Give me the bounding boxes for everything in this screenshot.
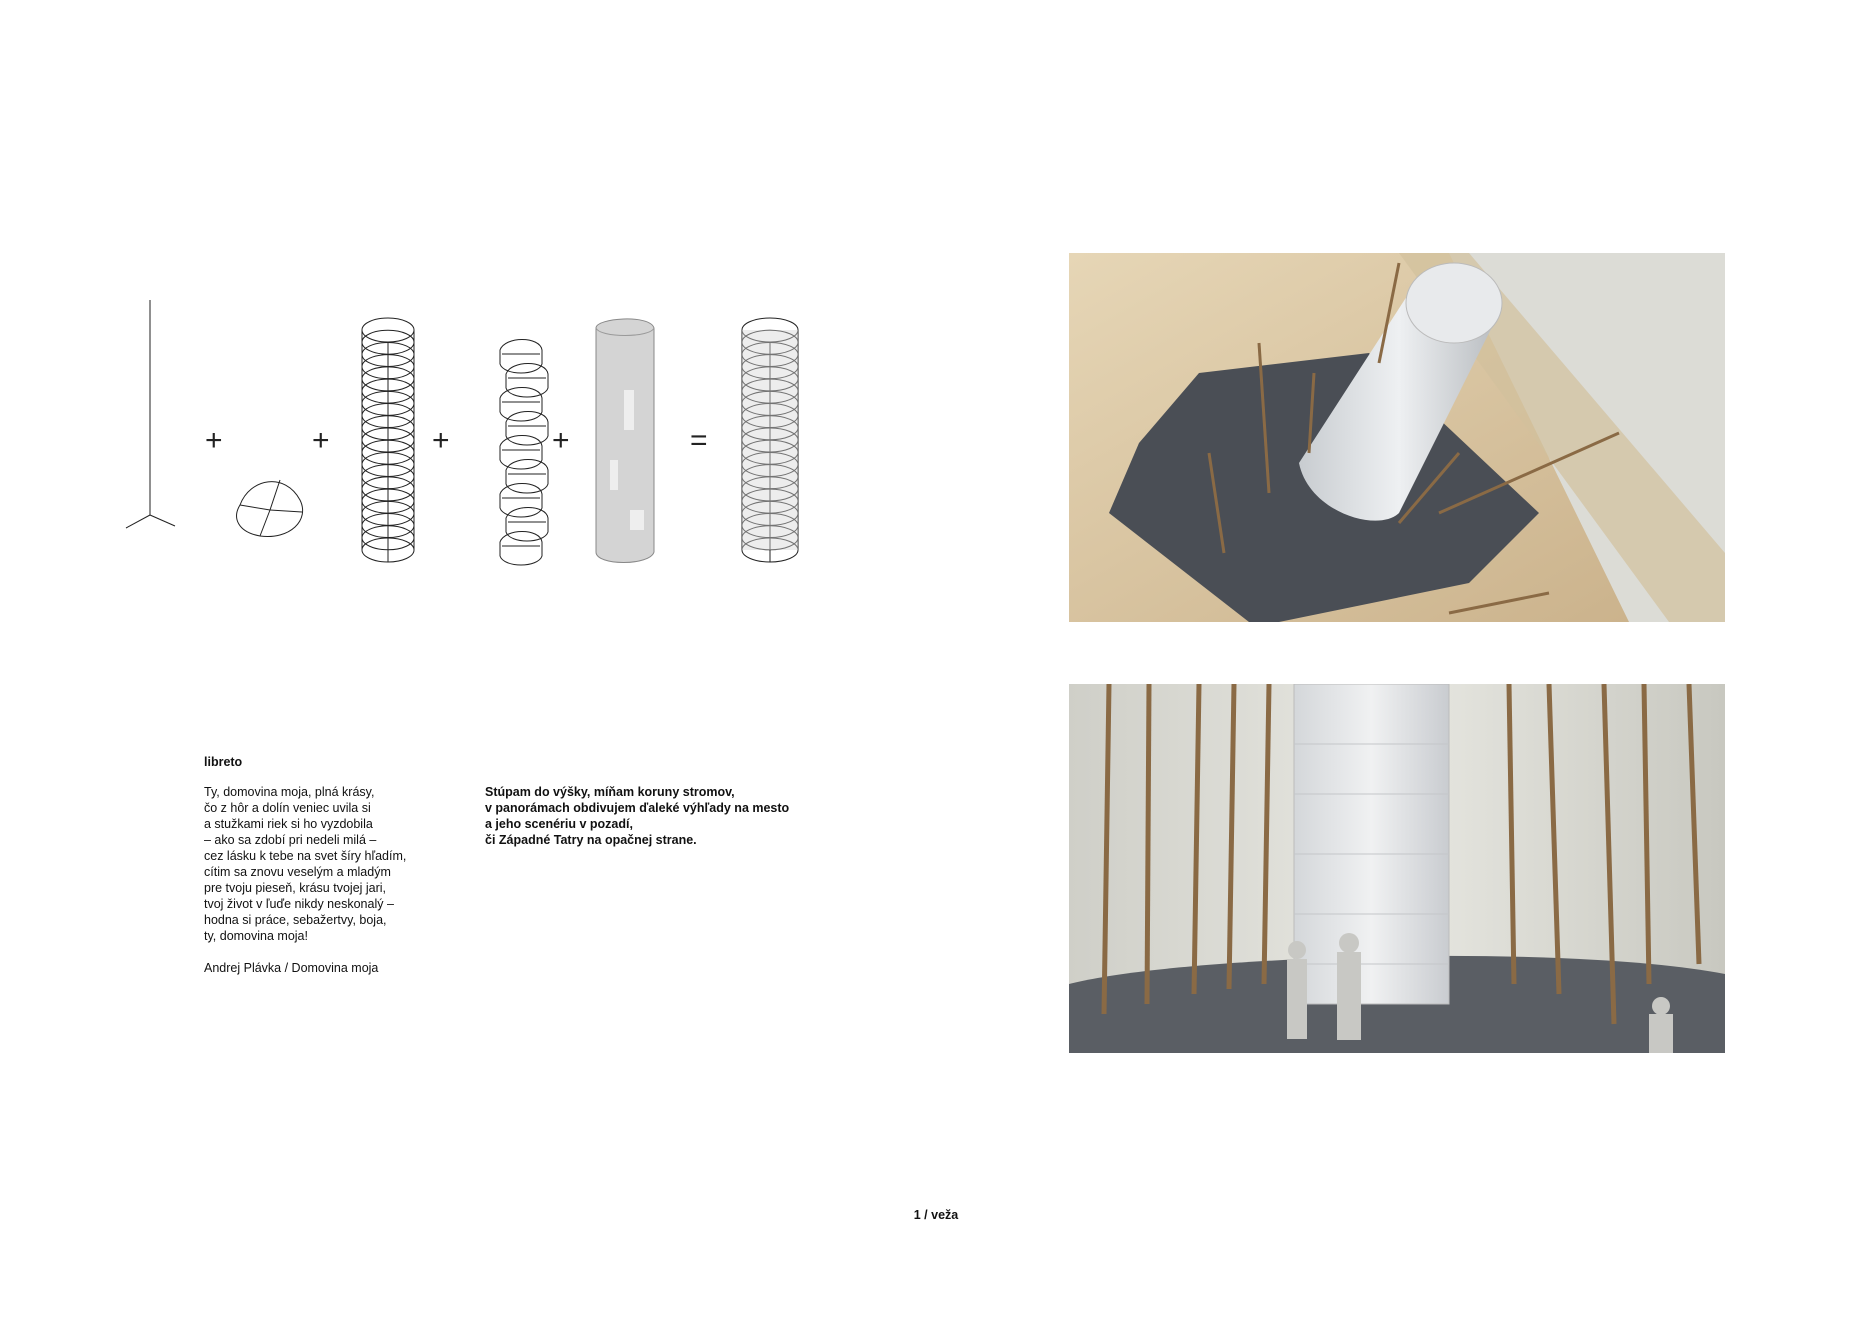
tower-assembly-icon xyxy=(742,318,798,562)
poem-line: hodna si práce, sebažertvy, boja, xyxy=(204,913,387,927)
svg-text:+: + xyxy=(312,424,330,457)
quote-line: či Západné Tatry na opačnej strane. xyxy=(485,833,697,847)
quote-line: Stúpam do výšky, míňam koruny stromov, xyxy=(485,785,735,799)
poem-line: pre tvoju pieseň, krásu tvojej jari, xyxy=(204,881,387,895)
poem-line: ty, domovina moja! xyxy=(204,929,308,943)
svg-text:+: + xyxy=(432,424,450,457)
quote-line: v panorámach obdivujem ďaleké výhľady na mesto xyxy=(485,801,790,815)
ring-frame-icon xyxy=(362,318,414,562)
plus-sign-2 xyxy=(312,424,330,457)
axes-icon xyxy=(126,300,175,528)
poem-author: Andrej Plávka / Domovina moja xyxy=(204,961,379,975)
svg-text:+: + xyxy=(205,424,223,457)
equals-sign xyxy=(690,424,708,457)
poem-line: Ty, domovina moja, plná krásy, xyxy=(204,785,375,799)
tower-assembly-diagram xyxy=(110,300,870,580)
svg-text:+: + xyxy=(552,424,570,457)
stair-icon xyxy=(500,340,548,566)
poem-line: – ako sa zdobí pri nedeli milá – xyxy=(204,833,377,847)
floor-plan-icon xyxy=(237,480,303,537)
poem-line: cítim sa znovu veselým a mladým xyxy=(204,865,391,879)
page-number: 1 / veža xyxy=(913,1208,959,1222)
model-eye-level-photo xyxy=(1069,684,1725,1053)
libreto-title: libreto xyxy=(204,755,243,769)
poem-line: čo z hôr a dolín veniec uvila si xyxy=(204,801,371,815)
plus-sign-1 xyxy=(205,424,223,457)
quote xyxy=(485,784,845,848)
glass-shell-icon xyxy=(596,319,654,563)
model-aerial-photo xyxy=(1069,253,1725,622)
poem-line: tvoj život v ľuďe nikdy neskonalý – xyxy=(204,897,394,911)
svg-text:=: = xyxy=(690,424,708,457)
poem-line: a stužkami riek si ho vyzdobila xyxy=(204,817,373,831)
poem xyxy=(204,784,464,976)
quote-line: a jeho scenériu v pozadí, xyxy=(485,817,633,831)
plus-sign-4 xyxy=(552,424,570,457)
poem-line: cez lásku k tebe na svet šíry hľadím, xyxy=(204,849,407,863)
plus-sign-3 xyxy=(432,424,450,457)
